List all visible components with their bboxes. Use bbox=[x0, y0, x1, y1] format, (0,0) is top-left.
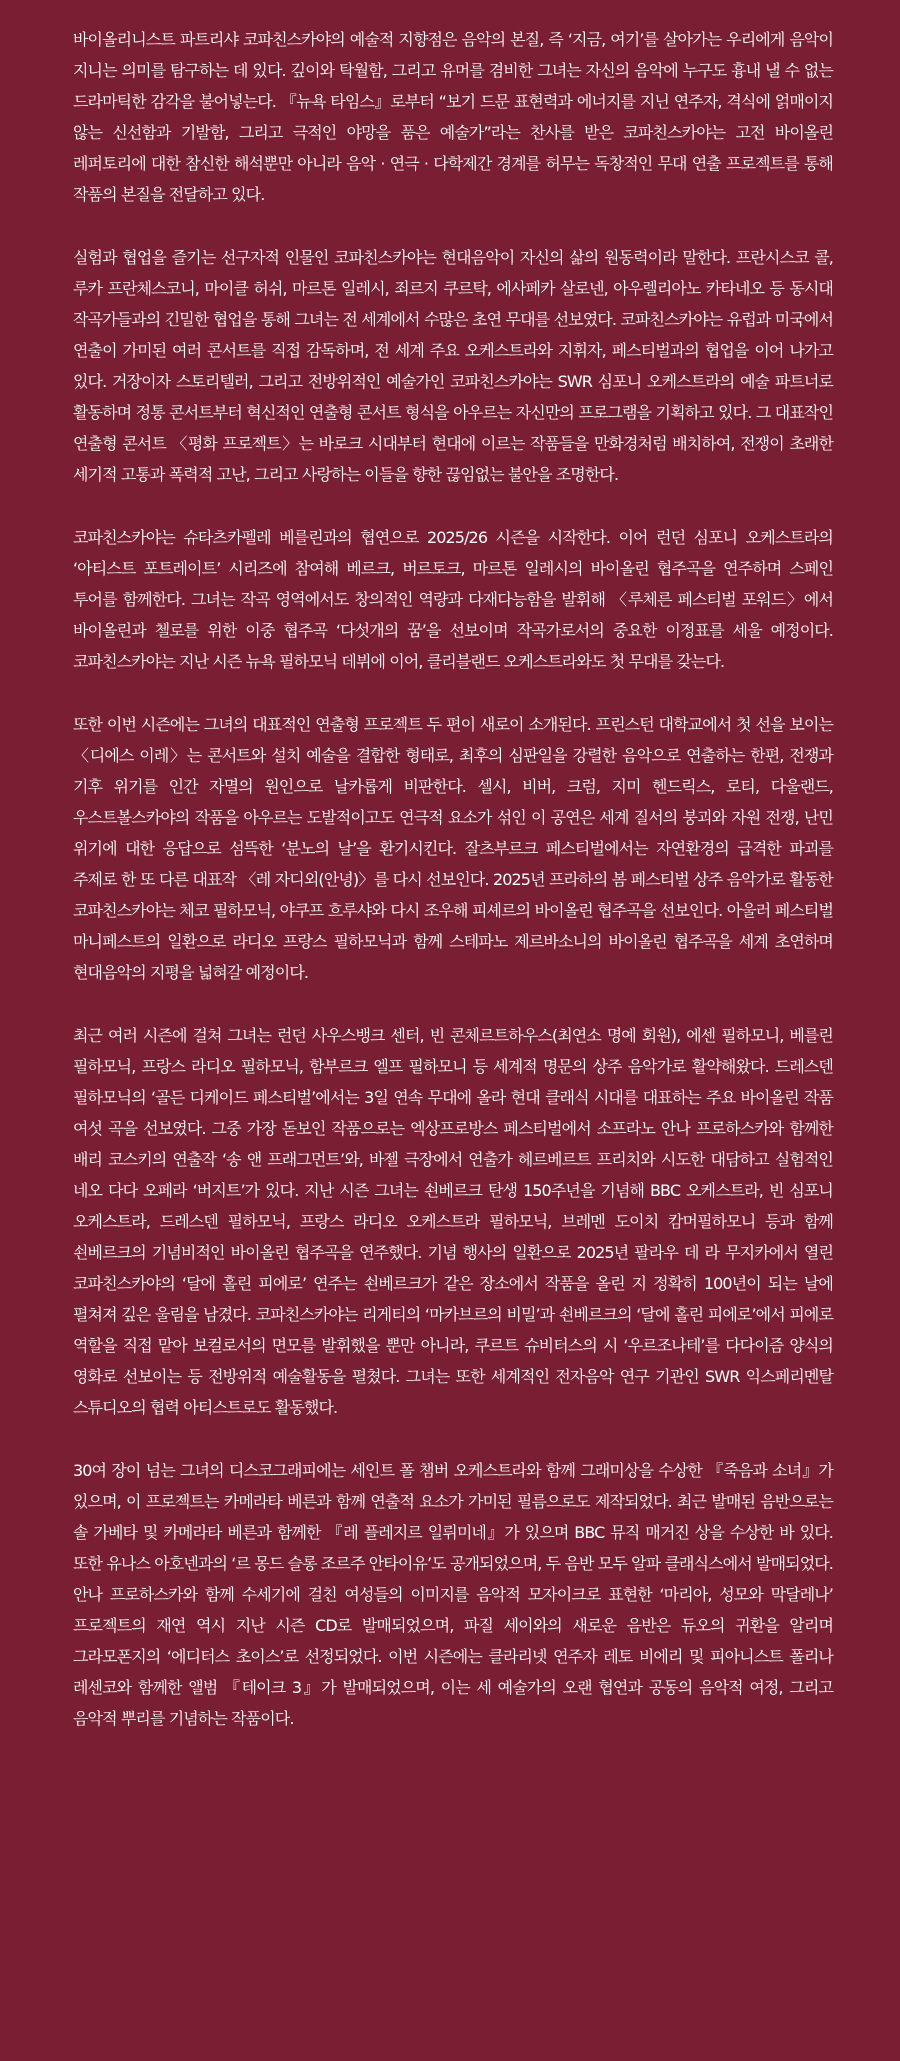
bio-paragraph-2: 실험과 협업을 즐기는 선구자적 인물인 코파친스카야는 현대음악이 자신의 삶의 원동력이라 말한다. 프란시스코 콜, 루카 프란체스코니, 마이클 허쉬, 마르톤 일레시, 죄르지 쿠르탁, 에사페카 살로넨, 아우렐리아노 카타네오 등 동시대 작곡가들과의 긴밀한 협업을 통해 그녀는 전 세계에서 수많은 초연 무대를 선보였다. 코파친스카야는 유럽과 미국에서 연출이 가미된 여러 콘서트를 직접 감독하며, 전 세계 주요 오케스트라와 지휘자, 페스티벌과의 협업을 이어 나가고 있다. 거장이자 스토리텔러, 그리고 전방위적인 예술가인 코파친스카야는 SWR 심포니 오케스트라의 예술 파트너로 활동하며 정통 콘서트부터 혁신적인 연출형 콘서트 형식을 아우르는 자신만의 프로그램을 기획하고 있다. 그 대표작인 연출형 콘서트 〈평화 프로젝트〉는 바로크 시대부터 현대에 이르는 작품들을 만화경처럼 배치하여, 전쟁이 초래한 세기적 고통과 폭력적 고난, 그리고 사랑하는 이들을 향한 끊임없는 불안을 조명한다. bbox=[73, 248, 833, 484]
bio-paragraph-5: 최근 여러 시즌에 걸쳐 그녀는 런던 사우스뱅크 센터, 빈 콘체르트하우스(최연소 명예 회원), 에센 필하모니, 베를린 필하모닉, 프랑스 라디오 필하모닉, 함부르크 엘프 필하모니 등 세계적 명문의 상주 음악가로 활약해왔다. 드레스덴 필하모닉의 ‘골든 디케이드 페스티벌’에서는 3일 연속 무대에 올라 현대 클래식 시대를 대표하는 주요 바이올린 작품 여섯 곡을 선보였다. 그중 가장 돋보인 작품으로는 엑상프로방스 페스티벌에서 소프라노 안나 프로하스카와 함께한 배리 코스키의 연출작 ‘송 앤 프래그먼트’와, 바젤 극장에서 연출가 헤르베르트 프리치와 시도한 대담하고 실험적인 네오 다다 오페라 ‘버지트’가 있다. 지난 시즌 그녀는 쇤베르크 탄생 150주년을 기념해 BBC 오케스트라, 빈 심포니 오케스트라, 드레스덴 필하모닉, 프랑스 라디오 오케스트라 필하모닉, 브레멘 도이치 캄머필하모니 등과 함께 쇤베르크의 기념비적인 바이올린 협주곡을 연주했다. 기념 행사의 일환으로 2025년 팔라우 데 라 무지카에서 열린 코파친스카야의 ‘달에 홀린 피에로’ 연주는 쇤베르크가 같은 장소에서 작품을 올린 지 정확히 100년이 되는 날에 펼쳐져 깊은 울림을 남겼다. 코파친스카야는 리게티의 ‘마카브르의 비밀’과 쇤베르크의 ‘달에 홀린 피에로’에서 피에로 역할을 직접 맡아 보컬로서의 면모를 발휘했을 뿐만 아니라, 쿠르트 슈비터스의 시 ‘우르조나테’를 다다이즘 양식의 영화로 선보이는 등 전방위적 예술활동을 펼쳤다. 그녀는 또한 세계적인 전자음악 연구 기관인 SWR 익스페리멘탈 스튜디오의 협력 아티스트로도 활동했다. bbox=[73, 1026, 833, 1417]
bio-paragraph-4: 또한 이번 시즌에는 그녀의 대표적인 연출형 프로젝트 두 편이 새로이 소개된다. 프린스턴 대학교에서 첫 선을 보이는 〈디에스 이레〉는 콘서트와 설치 예술을 결합한 형태로, 최후의 심판일을 강렬한 음악으로 연출하는 한편, 전쟁과 기후 위기를 인간 자멸의 원인으로 날카롭게 비판한다. 셀시, 비버, 크럼, 지미 헨드릭스, 로티, 다울랜드, 우스트볼스카야의 작품을 아우르는 도발적이고도 연극적 요소가 섞인 이 공연은 세계 질서의 붕괴와 자원 전쟁, 난민 위기에 대한 응답으로 섬뜩한 ‘분노의 날’을 환기시킨다. 잘츠부르크 페스티벌에서는 자연환경의 급격한 파괴를 주제로 한 또 다른 대표작 〈레 자디외(안녕)〉를 다시 선보인다. 2025년 프라하의 봄 페스티벌 상주 음악가로 활동한 코파친스카야는 체코 필하모닉, 야쿠프 흐루샤와 다시 조우해 피셰르의 바이올린 협주곡을 선보인다. 아울러 페스티벌 마니페스트의 일환으로 라디오 프랑스 필하모닉과 함께 스테파노 제르바소니의 바이올린 협주곡을 세계 초연하며 현대음악의 지평을 넓혀갈 예정이다. bbox=[73, 715, 833, 982]
bio-paragraph-1: 바이올리니스트 파트리샤 코파친스카야의 예술적 지향점은 음악의 본질, 즉 ‘지금, 여기’를 살아가는 우리에게 음악이 지니는 의미를 탐구하는 데 있다. 깊이와 탁월함, 그리고 유머를 겸비한 그녀는 자신의 음악에 누구도 흉내 낼 수 없는 드라마틱한 감각을 불어넣는다. 『뉴욕 타임스』로부터 “보기 드문 표현력과 에너지를 지닌 연주자, 격식에 얽매이지 않는 신선함과 기발함, 그리고 극적인 야망을 품은 예술가”라는 찬사를 받은 코파친스카야는 고전 바이올린 레퍼토리에 대한 참신한 해석뿐만 아니라 음악 · 연극 · 다학제간 경계를 허무는 독창적인 무대 연출 프로젝트를 통해 작품의 본질을 전달하고 있다. bbox=[73, 30, 833, 204]
bio-paragraph-6: 30여 장이 넘는 그녀의 디스코그래피에는 세인트 폴 챔버 오케스트라와 함께 그래미상을 수상한 『죽음과 소녀』가 있으며, 이 프로젝트는 카메라타 베른과 함께 연출적 요소가 가미된 필름으로도 제작되었다. 최근 발매된 음반으로는 솔 가베타 및 카메라타 베른과 함께한 『레 플레지르 일뤼미네』가 있으며 BBC 뮤직 매거진 상을 수상한 바 있다. 또한 유나스 아호넨과의 ‘르 몽드 슬롱 조르주 안타이유’도 공개되었으며, 두 음반 모두 알파 클래식스에서 발매되었다. 안나 프로하스카와 함께 수세기에 걸친 여성들의 이미지를 음악적 모자이크로 표현한 ‘마리아, 성모와 막달레나’ 프로젝트의 재연 역시 지난 시즌 CD로 발매되었으며, 파질 세이와의 새로운 음반은 듀오의 귀환을 알리며 그라모폰지의 ‘에디터스 초이스’로 선정되었다. 이번 시즌에는 클라리넷 연주자 레토 비에리 및 피아니스트 폴리나 레센코와 함께한 앨범 『테이크 3』가 발매되었으며, 이는 세 예술가의 오랜 협연과 공동의 음악적 여정, 그리고 음악적 뿌리를 기념하는 작품이다. bbox=[73, 1461, 833, 1728]
bio-paragraph-3: 코파친스카야는 슈타츠카펠레 베를린과의 협연으로 2025/26 시즌을 시작한다. 이어 런던 심포니 오케스트라의 ‘아티스트 포트레이트’ 시리즈에 참여해 베르크, 버르토크, 마르톤 일레시의 바이올린 협주곡을 연주하며 스페인 투어를 함께한다. 그녀는 작곡 영역에서도 창의적인 역량과 다재다능함을 발휘해 〈루체른 페스티벌 포워드〉에서 바이올린과 첼로를 위한 이중 협주곡 ‘다섯개의 꿈’을 선보이며 작곡가로서의 중요한 이정표를 세울 예정이다. 코파친스카야는 지난 시즌 뉴욕 필하모닉 데뷔에 이어, 클리블랜드 오케스트라와도 첫 무대를 갖는다. bbox=[73, 528, 833, 671]
